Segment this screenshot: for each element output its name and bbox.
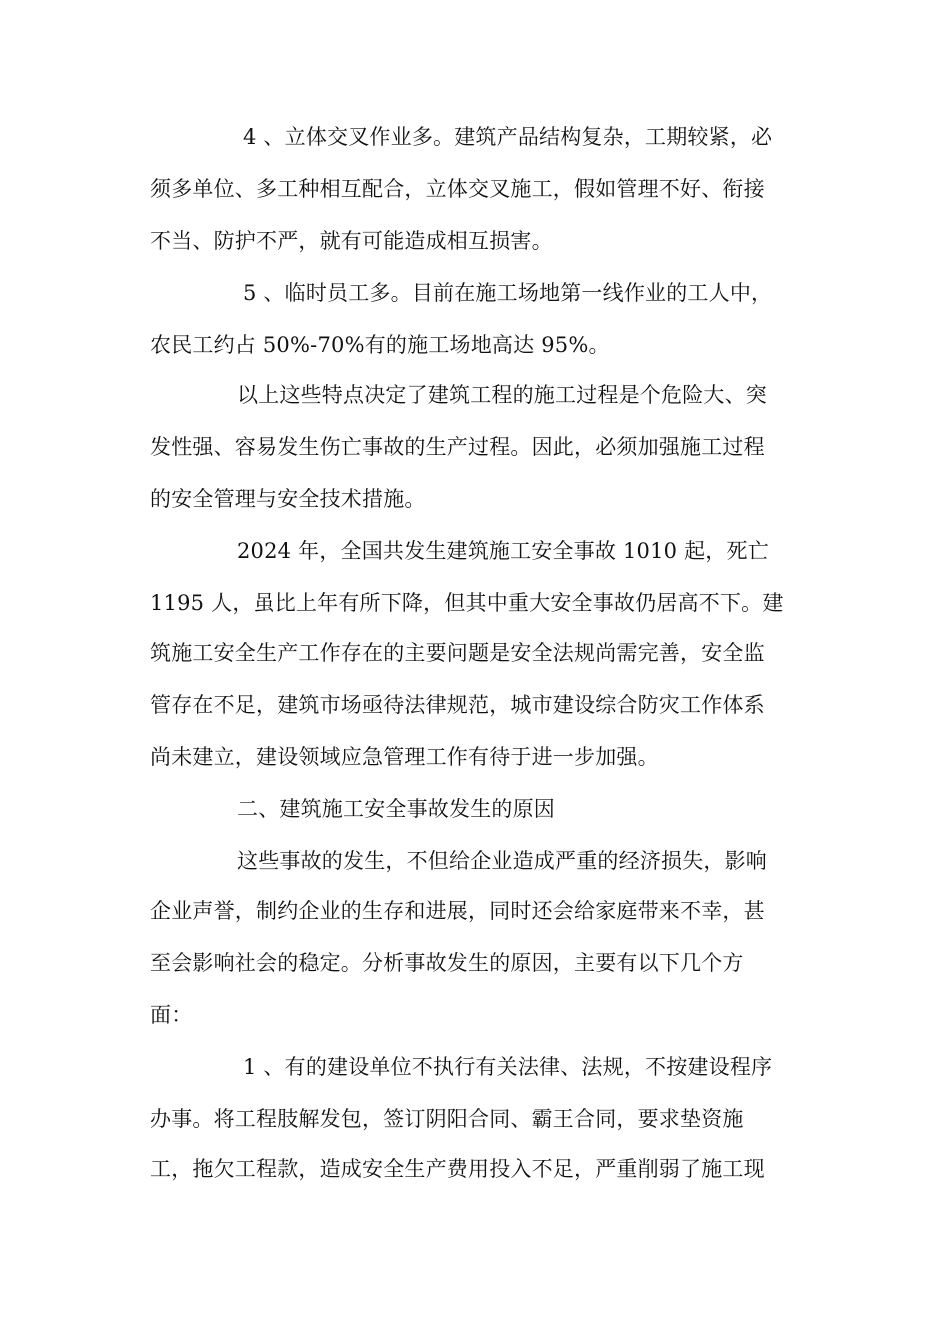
- text-line: 企业声誉，制约企业的生存和进展，同时还会给家庭带来不幸，甚: [150, 899, 765, 923]
- section-heading: 二、建筑施工安全事故发生的原因: [237, 797, 555, 821]
- text-line: 管存在不足，建筑市场亟待法律规范，城市建设综合防灾工作体系: [150, 693, 765, 717]
- text-line: 1 、有的建设单位不执行有关法律、法规，不按建设程序: [243, 1055, 773, 1079]
- text-line: 发性强、容易发生伤亡事故的生产过程。因此，必须加强施工过程: [150, 435, 765, 459]
- text-line: 4 、立体交叉作业多。建筑产品结构复杂，工期较紧，必: [243, 125, 773, 149]
- text-line: 这些事故的发生，不但给企业造成严重的经济损失，影响: [237, 849, 767, 873]
- text-line: 1195 人，虽比上年有所下降，但其中重大安全事故仍居高不下。建: [150, 591, 784, 615]
- text-line: 须多单位、多工种相互配合，立体交叉施工，假如管理不好、衔接: [150, 177, 765, 201]
- text-line: 办事。将工程肢解发包，签订阴阳合同、霸王合同，要求垫资施: [150, 1107, 744, 1131]
- text-line: 工，拖欠工程款，造成安全生产费用投入不足，严重削弱了施工现: [150, 1157, 765, 1181]
- text-line: 2024 年，全国共发生建筑施工安全事故 1010 起，死亡: [237, 539, 769, 563]
- text-line: 的安全管理与安全技术措施。: [150, 487, 426, 511]
- text-line: 以上这些特点决定了建筑工程的施工过程是个危险大、突: [237, 383, 767, 407]
- text-line: 尚未建立，建设领域应急管理工作有待于进一步加强。: [150, 745, 659, 769]
- text-line: 不当、防护不严，就有可能造成相互损害。: [150, 229, 553, 253]
- text-line: 至会影响社会的稳定。分析事故发生的原因，主要有以下几个方: [150, 951, 744, 975]
- text-line: 筑施工安全生产工作存在的主要问题是安全法规尚需完善，安全监: [150, 641, 765, 665]
- text-line: 5 、临时员工多。目前在施工场地第一线作业的工人中，: [243, 281, 773, 305]
- text-line: 农民工约占 50%-70%有的施工场地高达 95%。: [150, 333, 610, 357]
- text-line: 面：: [150, 1003, 193, 1027]
